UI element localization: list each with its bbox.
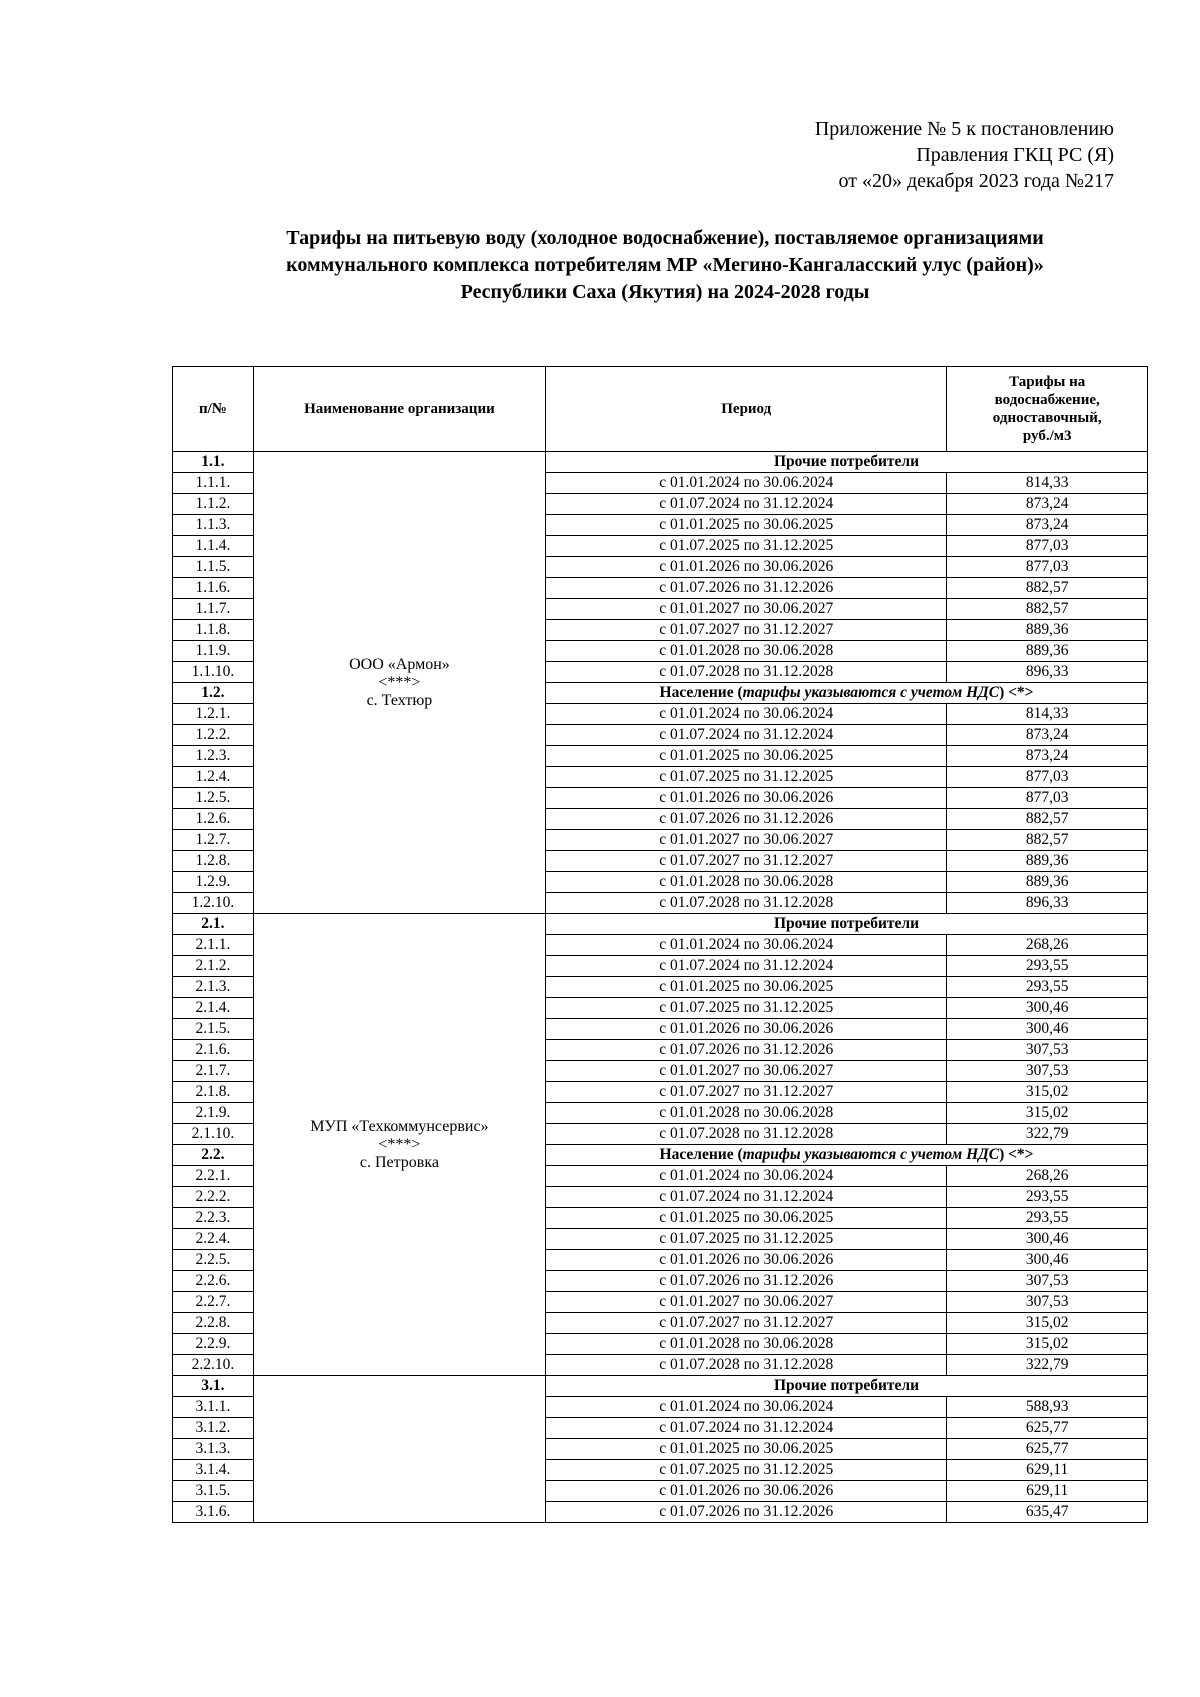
section-title [546, 683, 1148, 704]
row-tariff: 293,55 [947, 1187, 1148, 1208]
row-period: с 01.07.2024 по 31.12.2024 [546, 494, 947, 515]
row-tariff: 300,46 [947, 1250, 1148, 1271]
row-tariff: 882,57 [947, 578, 1148, 599]
row-tariff: 889,36 [947, 620, 1148, 641]
row-tariff: 315,02 [947, 1103, 1148, 1124]
row-tariff: 629,11 [947, 1481, 1148, 1502]
title-line-2: коммунального комплекса потребителям МР «Мегино-Кангаласский улус (район)» [286, 254, 1044, 276]
section-title-note: тарифы указываются с учетом НДС [742, 1146, 1000, 1163]
row-number: 1.1.1. [173, 473, 254, 494]
row-tariff: 889,36 [947, 851, 1148, 872]
row-tariff: 877,03 [947, 788, 1148, 809]
row-tariff: 588,93 [947, 1397, 1148, 1418]
row-period: с 01.07.2026 по 31.12.2026 [546, 1271, 947, 1292]
row-tariff: 814,33 [947, 473, 1148, 494]
row-number: 3.1.1. [173, 1397, 254, 1418]
row-number: 1.2.3. [173, 746, 254, 767]
row-number: 2.2.8. [173, 1313, 254, 1334]
row-tariff: 268,26 [947, 935, 1148, 956]
row-number: 3.1.2. [173, 1418, 254, 1439]
row-tariff: 896,33 [947, 662, 1148, 683]
row-period: с 01.01.2024 по 30.06.2024 [546, 473, 947, 494]
organization-place: с. Петровка [359, 1153, 439, 1171]
row-number: 1.2.7. [173, 830, 254, 851]
row-tariff: 300,46 [947, 1229, 1148, 1250]
row-period: с 01.07.2027 по 31.12.2027 [546, 1082, 947, 1103]
row-period: с 01.07.2025 по 31.12.2025 [546, 1229, 947, 1250]
row-period: с 01.07.2025 по 31.12.2025 [546, 767, 947, 788]
section-number: 3.1. [173, 1376, 254, 1397]
header-tariff [947, 367, 1148, 452]
section-title-note: тарифы указываются с учетом НДС [742, 684, 1000, 701]
row-period: с 01.01.2028 по 30.06.2028 [546, 872, 947, 893]
row-period: с 01.01.2024 по 30.06.2024 [546, 704, 947, 725]
row-tariff: 873,24 [947, 515, 1148, 536]
row-period: с 01.07.2026 по 31.12.2026 [546, 1502, 947, 1523]
row-tariff: 293,55 [947, 1208, 1148, 1229]
row-number: 1.1.7. [173, 599, 254, 620]
row-number: 2.2.4. [173, 1229, 254, 1250]
row-period: с 01.01.2024 по 30.06.2024 [546, 935, 947, 956]
document-title [150, 225, 1180, 306]
table-body [173, 452, 1148, 1523]
row-period: с 01.01.2025 по 30.06.2025 [546, 977, 947, 998]
row-period: с 01.07.2025 по 31.12.2025 [546, 1460, 947, 1481]
appendix-line-1: Приложение № 5 к постановлению [814, 118, 1114, 140]
section-row [173, 1376, 1148, 1397]
row-period: с 01.07.2025 по 31.12.2025 [546, 536, 947, 557]
header-tariff-line: Тарифы на [1009, 374, 1086, 390]
row-tariff: 877,03 [947, 557, 1148, 578]
section-title: Прочие потребители [546, 452, 1148, 473]
row-period: с 01.07.2024 по 31.12.2024 [546, 725, 947, 746]
row-number: 2.1.4. [173, 998, 254, 1019]
section-title-suffix: ) <*> [999, 1146, 1034, 1163]
row-tariff: 307,53 [947, 1061, 1148, 1082]
row-tariff: 625,77 [947, 1418, 1148, 1439]
section-title: Прочие потребители [546, 914, 1148, 935]
section-row [173, 914, 1148, 935]
row-tariff: 896,33 [947, 893, 1148, 914]
title-line-1: Тарифы на питьевую воду (холодное водоснабжение), поставляемое организациями [286, 227, 1044, 249]
row-period: с 01.07.2028 по 31.12.2028 [546, 893, 947, 914]
row-period: с 01.07.2025 по 31.12.2025 [546, 998, 947, 1019]
row-number: 2.2.1. [173, 1166, 254, 1187]
header-tariff-line: водоснабжение, [994, 392, 1100, 408]
row-period: с 01.01.2026 по 30.06.2026 [546, 1019, 947, 1040]
row-number: 2.2.6. [173, 1271, 254, 1292]
tariff-table [172, 366, 1148, 1523]
row-period: с 01.07.2027 по 31.12.2027 [546, 1313, 947, 1334]
row-number: 1.2.8. [173, 851, 254, 872]
row-tariff: 293,55 [947, 977, 1148, 998]
section-title-prefix: Население ( [659, 684, 743, 701]
row-number: 2.2.7. [173, 1292, 254, 1313]
section-title-prefix: Население ( [659, 1146, 743, 1163]
row-tariff: 635,47 [947, 1502, 1148, 1523]
row-period: с 01.01.2025 по 30.06.2025 [546, 515, 947, 536]
row-period: с 01.01.2025 по 30.06.2025 [546, 1208, 947, 1229]
row-period: с 01.07.2026 по 31.12.2026 [546, 1040, 947, 1061]
row-tariff: 877,03 [947, 536, 1148, 557]
row-period: с 01.01.2027 по 30.06.2027 [546, 1292, 947, 1313]
row-tariff: 268,26 [947, 1166, 1148, 1187]
row-period: с 01.01.2028 по 30.06.2028 [546, 641, 947, 662]
row-number: 2.1.8. [173, 1082, 254, 1103]
row-number: 1.1.4. [173, 536, 254, 557]
row-number: 1.2.2. [173, 725, 254, 746]
row-number: 1.2.6. [173, 809, 254, 830]
table-header-row [173, 367, 1148, 452]
row-tariff: 873,24 [947, 725, 1148, 746]
organization-cell [253, 452, 545, 914]
row-number: 1.1.3. [173, 515, 254, 536]
row-tariff: 300,46 [947, 998, 1148, 1019]
row-number: 1.2.9. [173, 872, 254, 893]
header-period: Период [546, 367, 947, 452]
row-period: с 01.07.2026 по 31.12.2026 [546, 809, 947, 830]
section-number: 1.2. [173, 683, 254, 704]
row-period: с 01.01.2028 по 30.06.2028 [546, 1103, 947, 1124]
header-tariff-line: руб./м3 [1022, 428, 1072, 444]
row-tariff: 315,02 [947, 1334, 1148, 1355]
appendix-line-3: от «20» декабря 2023 года №217 [838, 170, 1114, 192]
organization-cell [253, 914, 545, 1376]
row-number: 2.2.2. [173, 1187, 254, 1208]
row-number: 1.2.4. [173, 767, 254, 788]
appendix-header [815, 116, 1114, 194]
row-period: с 01.07.2028 по 31.12.2028 [546, 1124, 947, 1145]
row-period: с 01.07.2027 по 31.12.2027 [546, 620, 947, 641]
row-number: 2.1.2. [173, 956, 254, 977]
row-tariff: 629,11 [947, 1460, 1148, 1481]
row-tariff: 315,02 [947, 1082, 1148, 1103]
row-tariff: 625,77 [947, 1439, 1148, 1460]
row-period: с 01.01.2026 по 30.06.2026 [546, 788, 947, 809]
row-number: 2.1.6. [173, 1040, 254, 1061]
row-tariff: 873,24 [947, 494, 1148, 515]
section-title-suffix: ) <*> [999, 684, 1034, 701]
row-number: 2.2.10. [173, 1355, 254, 1376]
row-tariff: 307,53 [947, 1040, 1148, 1061]
row-number: 1.1.10. [173, 662, 254, 683]
row-number: 1.1.5. [173, 557, 254, 578]
row-period: с 01.01.2024 по 30.06.2024 [546, 1397, 947, 1418]
row-tariff: 882,57 [947, 599, 1148, 620]
row-tariff: 889,36 [947, 872, 1148, 893]
row-tariff: 293,55 [947, 956, 1148, 977]
row-number: 1.1.9. [173, 641, 254, 662]
row-period: с 01.07.2024 по 31.12.2024 [546, 1418, 947, 1439]
row-number: 1.1.6. [173, 578, 254, 599]
row-period: с 01.01.2025 по 30.06.2025 [546, 746, 947, 767]
row-tariff: 882,57 [947, 830, 1148, 851]
row-number: 3.1.6. [173, 1502, 254, 1523]
row-period: с 01.01.2026 по 30.06.2026 [546, 1481, 947, 1502]
section-number: 2.2. [173, 1145, 254, 1166]
row-period: с 01.01.2026 по 30.06.2026 [546, 1250, 947, 1271]
row-period: с 01.01.2027 по 30.06.2027 [546, 830, 947, 851]
header-tariff-line: одноставочный, [992, 410, 1102, 426]
row-period: с 01.07.2024 по 31.12.2024 [546, 956, 947, 977]
row-tariff: 307,53 [947, 1292, 1148, 1313]
title-line-3: Республики Саха (Якутия) на 2024-2028 годы [460, 281, 870, 303]
row-tariff: 322,79 [947, 1355, 1148, 1376]
row-period: с 01.01.2026 по 30.06.2026 [546, 557, 947, 578]
row-number: 2.2.9. [173, 1334, 254, 1355]
row-tariff: 307,53 [947, 1271, 1148, 1292]
row-number: 2.2.3. [173, 1208, 254, 1229]
row-number: 1.1.2. [173, 494, 254, 515]
row-number: 3.1.4. [173, 1460, 254, 1481]
row-period: с 01.01.2027 по 30.06.2027 [546, 1061, 947, 1082]
row-tariff: 315,02 [947, 1313, 1148, 1334]
row-number: 2.1.3. [173, 977, 254, 998]
row-tariff: 882,57 [947, 809, 1148, 830]
row-number: 1.2.1. [173, 704, 254, 725]
row-tariff: 889,36 [947, 641, 1148, 662]
organization-mark: <***> [378, 673, 421, 691]
row-period: с 01.07.2028 по 31.12.2028 [546, 1355, 947, 1376]
row-number: 2.2.5. [173, 1250, 254, 1271]
row-tariff: 300,46 [947, 1019, 1148, 1040]
header-num: п/№ [173, 367, 254, 452]
organization-place: с. Техтюр [366, 691, 433, 709]
row-number: 1.1.8. [173, 620, 254, 641]
row-tariff: 877,03 [947, 767, 1148, 788]
row-number: 2.1.9. [173, 1103, 254, 1124]
row-period: с 01.01.2027 по 30.06.2027 [546, 599, 947, 620]
section-row [173, 452, 1148, 473]
organization-mark: <***> [378, 1135, 421, 1153]
row-period: с 01.07.2028 по 31.12.2028 [546, 662, 947, 683]
row-number: 3.1.3. [173, 1439, 254, 1460]
row-period: с 01.07.2026 по 31.12.2026 [546, 578, 947, 599]
row-number: 2.1.7. [173, 1061, 254, 1082]
appendix-line-2: Правления ГКЦ РС (Я) [916, 144, 1114, 166]
row-tariff: 814,33 [947, 704, 1148, 725]
row-period: с 01.01.2024 по 30.06.2024 [546, 1166, 947, 1187]
row-tariff: 873,24 [947, 746, 1148, 767]
row-number: 2.1.1. [173, 935, 254, 956]
section-number: 2.1. [173, 914, 254, 935]
row-number: 2.1.10. [173, 1124, 254, 1145]
section-title [546, 1145, 1148, 1166]
row-period: с 01.07.2024 по 31.12.2024 [546, 1187, 947, 1208]
organization-name: МУП «Техкоммунсервис» [310, 1117, 489, 1135]
row-number: 3.1.5. [173, 1481, 254, 1502]
section-number: 1.1. [173, 452, 254, 473]
organization-name: ООО «Армон» [349, 655, 450, 673]
header-org: Наименование организации [253, 367, 545, 452]
organization-cell [253, 1376, 545, 1523]
row-period: с 01.07.2027 по 31.12.2027 [546, 851, 947, 872]
row-period: с 01.01.2028 по 30.06.2028 [546, 1334, 947, 1355]
row-period: с 01.01.2025 по 30.06.2025 [546, 1439, 947, 1460]
row-number: 1.2.10. [173, 893, 254, 914]
row-tariff: 322,79 [947, 1124, 1148, 1145]
row-number: 2.1.5. [173, 1019, 254, 1040]
row-number: 1.2.5. [173, 788, 254, 809]
section-title: Прочие потребители [546, 1376, 1148, 1397]
